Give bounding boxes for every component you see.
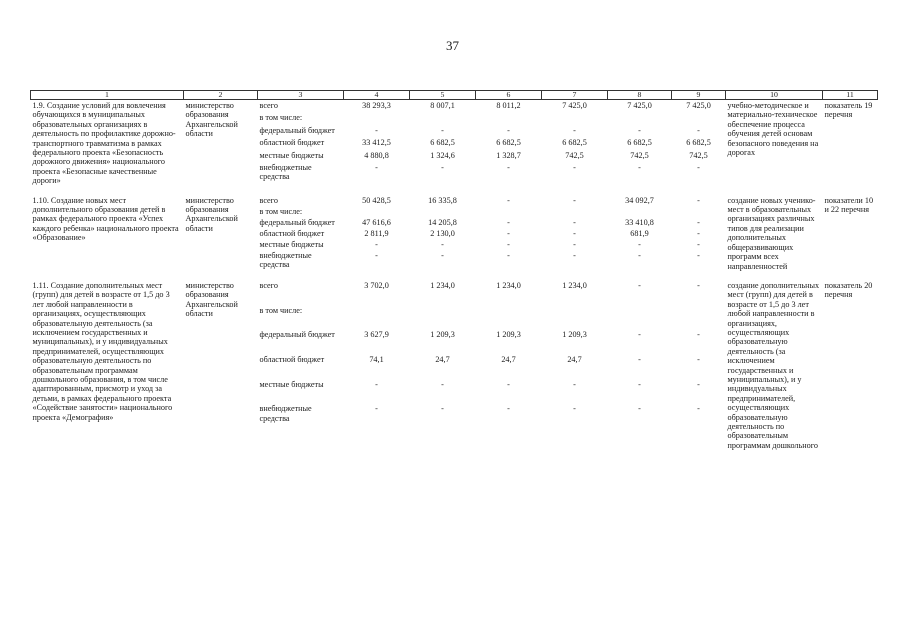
value-cell: 4 880,8 (364, 150, 389, 160)
value-cell: 24,7 (435, 354, 450, 364)
funding-source: местные бюджеты (259, 379, 324, 389)
value-cell: 6 682,5 (562, 138, 587, 148)
activity-name: 1.10. Создание новых мест дополнительного образования детей в рамках федерального проекта «Успех каждого ребенка» национального проекта «Образование» (32, 195, 179, 243)
funding-source: внебюджетные средства (259, 163, 312, 182)
value-cell: - (638, 354, 641, 364)
value-cell (410, 305, 476, 330)
value-cell: 47 616,6 (362, 217, 391, 227)
header-cell-6: 6 (476, 91, 542, 100)
value-cell: - (697, 217, 700, 227)
value-cell: 74,1 (369, 354, 384, 364)
value-cell: 24,7 (501, 354, 516, 364)
funding-source: всего (259, 101, 278, 110)
value-cell: - (573, 228, 576, 238)
value-cell: 7 425,0 (627, 101, 652, 110)
value-cell: - (638, 125, 641, 135)
funding-source: областной бюджет (259, 138, 325, 148)
value-cell: 1 324,6 (430, 150, 455, 160)
header-cell-9: 9 (672, 91, 726, 100)
value-cell (542, 206, 608, 217)
value-cell: - (697, 379, 700, 389)
value-cell: - (375, 239, 378, 249)
value-cell: - (441, 239, 444, 249)
value-cell (476, 112, 542, 124)
table-row (31, 280, 878, 305)
header-cell-7: 7 (542, 91, 608, 100)
value-cell (608, 206, 672, 217)
funding-source: внебюджетные средства (259, 250, 312, 270)
value-cell: - (573, 163, 576, 173)
value-cell: - (573, 250, 576, 260)
executor: министерство образования Архангельской области (185, 101, 238, 139)
value-cell: 33 412,5 (362, 138, 391, 148)
value-cell: - (507, 125, 510, 135)
expected-result: создание новых ученико-мест в образовательных организациях различных типов для реализации дополнительных общеразвивающих программ всех направленностей (727, 195, 816, 271)
value-cell: - (573, 125, 576, 135)
value-cell: - (638, 250, 641, 260)
value-cell: 1 209,3 (430, 330, 455, 340)
value-cell: 7 425,0 (686, 101, 711, 110)
value-cell: - (697, 280, 700, 290)
value-cell: - (638, 330, 641, 340)
value-cell: - (638, 379, 641, 389)
value-cell: - (441, 125, 444, 135)
value-cell: 1 234,0 (496, 280, 521, 290)
value-cell: - (507, 195, 510, 205)
value-cell (542, 305, 608, 330)
value-cell: 6 682,5 (430, 138, 455, 148)
value-cell: 1 234,0 (430, 280, 455, 290)
value-cell: 742,5 (689, 150, 708, 160)
funding-source: всего (259, 280, 278, 290)
value-cell: - (697, 250, 700, 260)
table-row (31, 100, 878, 113)
spacer-cell (31, 186, 878, 195)
value-cell (608, 112, 672, 124)
value-cell: - (507, 379, 510, 389)
value-cell: - (638, 280, 641, 290)
value-cell (608, 305, 672, 330)
group-spacer (31, 271, 878, 280)
value-cell: 3 702,0 (364, 280, 389, 290)
value-cell: 7 425,0 (562, 101, 587, 110)
value-cell: - (697, 163, 700, 173)
value-cell: 742,5 (630, 150, 649, 160)
header-cell-2: 2 (184, 91, 258, 100)
value-cell: - (375, 379, 378, 389)
table-row (31, 195, 878, 206)
value-cell: - (573, 217, 576, 227)
value-cell: 16 335,8 (428, 195, 457, 205)
table-body (31, 100, 878, 451)
value-cell: 50 428,5 (362, 195, 391, 205)
value-cell: 6 682,5 (627, 138, 652, 148)
value-cell: - (697, 195, 700, 205)
spacer-cell (31, 271, 878, 280)
value-cell: - (375, 250, 378, 260)
header-cell-3: 3 (258, 91, 344, 100)
value-cell: - (697, 228, 700, 238)
value-cell: 14 205,8 (428, 217, 457, 227)
header-cell-4: 4 (344, 91, 410, 100)
executor: министерство образования Архангельской области (185, 280, 238, 319)
value-cell: 6 682,5 (686, 138, 711, 148)
value-cell (476, 206, 542, 217)
activity-name: 1.11. Создание дополнительных мест (групп) для детей в возрасте от 1,5 до 3 лет любой направленности в организациях, осуществляющих образовательную деятельность (за исключением государственных и муниципальных), и у индивидуальных предпринимателей, осуществляющих образовательную деятельность по образовательным программам дошкольного образования, в том числе адаптированным, присмотр и уход за детьми, в рамках федерального проекта «Содействие занятости» национального проекта «Демография» (32, 280, 173, 422)
value-cell: 742,5 (565, 150, 584, 160)
value-cell: - (697, 330, 700, 340)
value-cell: - (375, 163, 378, 173)
value-cell: - (638, 404, 641, 414)
value-cell (672, 305, 726, 330)
value-cell: 8 011,2 (496, 101, 521, 110)
value-cell: 2 811,9 (364, 228, 389, 238)
funding-source: областной бюджет (259, 228, 325, 238)
funding-source: в том числе: (259, 206, 303, 216)
value-cell: - (638, 163, 641, 173)
header-cell-11: 11 (823, 91, 878, 100)
value-cell: 38 293,3 (362, 101, 391, 110)
value-cell: - (507, 228, 510, 238)
value-cell: - (697, 354, 700, 364)
funding-source: федеральный бюджет (259, 125, 335, 135)
program-table (30, 90, 878, 450)
value-cell: - (573, 195, 576, 205)
value-cell: 33 410,8 (625, 217, 654, 227)
value-cell (410, 206, 476, 217)
expected-result: учебно-методическое и материально-техническое обеспечение процесса обучения детей основам безопасного поведения на дорогах (727, 101, 819, 158)
expected-result: создание дополнительных мест (групп) для детей в возрасте от 1,5 до 3 лет любой направленности в организациях, осуществляющих образовательную деятельность (за исключением государственных и муниципальных), и у индивидуальных предпринимателей, осуществляющих образовательную деятельность по образовательным программам дошкольного (727, 280, 820, 450)
value-cell: - (375, 125, 378, 135)
header-cell-1: 1 (31, 91, 184, 100)
value-cell: - (697, 125, 700, 135)
value-cell: - (697, 404, 700, 414)
value-cell: - (507, 404, 510, 414)
value-cell (410, 112, 476, 124)
funding-source: в том числе: (259, 113, 303, 123)
funding-source: местные бюджеты (259, 239, 324, 249)
value-cell (344, 305, 410, 330)
funding-source: местные бюджеты (259, 150, 324, 160)
value-cell: - (441, 163, 444, 173)
value-cell: - (573, 379, 576, 389)
value-cell: 8 007,1 (430, 101, 455, 110)
executor: министерство образования Архангельской области (185, 195, 238, 233)
value-cell: 24,7 (567, 354, 582, 364)
value-cell: 6 682,5 (496, 138, 521, 148)
value-cell: - (638, 239, 641, 249)
funding-source: федеральный бюджет (259, 217, 335, 227)
value-cell (542, 112, 608, 124)
value-cell (672, 206, 726, 217)
value-cell: 1 209,3 (496, 330, 521, 340)
value-cell: 2 130,0 (430, 228, 455, 238)
value-cell (672, 112, 726, 124)
value-cell: - (573, 404, 576, 414)
value-cell: 681,9 (630, 228, 649, 238)
page-number: 37 (446, 38, 459, 53)
value-cell: - (507, 239, 510, 249)
value-cell: - (573, 239, 576, 249)
funding-source: всего (259, 195, 278, 205)
funding-source: федеральный бюджет (259, 330, 335, 340)
value-cell: 1 328,7 (496, 150, 521, 160)
funding-source: внебюджетные средства (259, 404, 312, 423)
value-cell: - (441, 379, 444, 389)
header-cell-8: 8 (608, 91, 672, 100)
funding-source: в том числе: (259, 305, 303, 315)
group-spacer (31, 186, 878, 195)
value-cell: 1 234,0 (562, 280, 587, 290)
value-cell: 1 209,3 (562, 330, 587, 340)
value-cell: - (375, 404, 378, 414)
value-cell: - (441, 404, 444, 414)
value-cell: - (507, 163, 510, 173)
indicator-ref: показатель 20 перечня (824, 280, 873, 300)
value-cell: - (441, 250, 444, 260)
indicator-ref: показатели 10 и 22 перечня (824, 195, 874, 215)
value-cell (344, 206, 410, 217)
value-cell: - (507, 217, 510, 227)
value-cell (476, 305, 542, 330)
value-cell: - (697, 239, 700, 249)
activity-name: 1.9. Создание условий для вовлечения обучающихся в муниципальных образовательных организациях в деятельность по профилактике дорожно-транспортного травматизма в рамках федерального проекта «Безопасность дорожного движения» национального проекта «Безопасные качественные дороги» (32, 101, 176, 186)
value-cell: 3 627,9 (364, 330, 389, 340)
value-cell: 34 092,7 (625, 195, 654, 205)
indicator-ref: показатель 19 перечня (824, 101, 873, 120)
value-cell (344, 112, 410, 124)
header-cell-10: 10 (726, 91, 823, 100)
table-header (31, 91, 878, 100)
header-cell-5: 5 (410, 91, 476, 100)
value-cell: - (507, 250, 510, 260)
funding-source: областной бюджет (259, 354, 325, 364)
